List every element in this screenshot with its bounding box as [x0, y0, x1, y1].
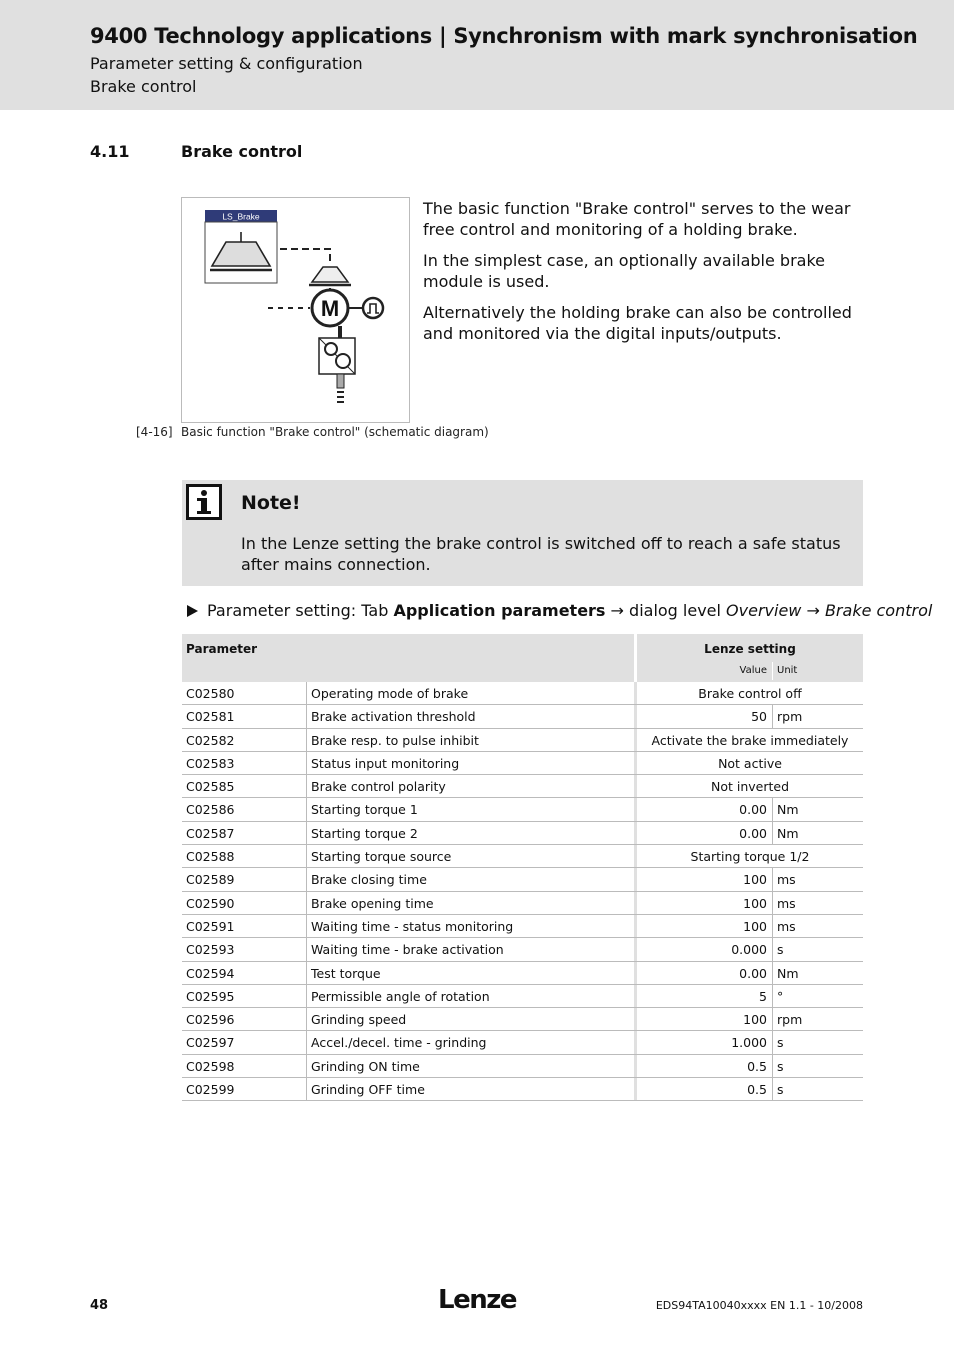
param-name: Operating mode of brake [311, 686, 469, 701]
param-code: C02591 [186, 918, 235, 934]
table-row [182, 938, 863, 961]
schematic-diagram [181, 197, 410, 423]
brake-symbol-small [312, 267, 348, 282]
param-name: Permissible angle of rotation [311, 988, 490, 1004]
bullet-triangle-icon [187, 605, 198, 617]
param-unit: rpm [777, 1012, 803, 1028]
param-name: Starting torque 2 [311, 825, 418, 841]
table-header [182, 634, 863, 682]
parameter-setting-path [187, 601, 932, 620]
page-number: 48 [90, 1298, 109, 1313]
table-row [182, 1055, 863, 1078]
arrow-icon: → [605, 601, 630, 620]
param-code: C02587 [186, 825, 235, 841]
param-code: C02598 [186, 1058, 235, 1074]
header-parameter: Parameter [186, 642, 258, 656]
table-row [182, 798, 863, 821]
param-name: Waiting time - status monitoring [311, 918, 514, 934]
parameter-table [182, 634, 863, 1101]
param-path-level1: Overview [726, 601, 802, 620]
param-code: C02581 [186, 709, 235, 725]
param-code: C02582 [186, 732, 235, 748]
section-subtitle: Brake control [90, 77, 197, 96]
param-setting: Not inverted [710, 779, 790, 795]
param-value: 0.000 [731, 942, 767, 958]
param-path-middle: dialog level [629, 601, 727, 620]
param-unit: ° [777, 988, 784, 1004]
note-title: Note! [241, 492, 301, 514]
intro-paragraph: In the simplest case, an optionally available brake module is used. [423, 251, 826, 291]
param-name: Grinding speed [311, 1012, 407, 1028]
param-setting: Not active [718, 755, 782, 771]
table-row [182, 705, 863, 728]
param-setting: Brake control off [698, 686, 802, 701]
param-name: Accel./decel. time - grinding [311, 1035, 487, 1051]
param-code: C02583 [186, 755, 235, 771]
table-row [182, 892, 863, 915]
header-value: Value [739, 665, 767, 676]
table-row [182, 962, 863, 985]
param-name: Grinding OFF time [311, 1082, 425, 1098]
param-value: 50 [751, 709, 767, 725]
table-row [182, 1031, 863, 1054]
lenze-logo: Lenze [438, 1285, 516, 1315]
param-name: Brake control polarity [311, 779, 446, 795]
param-code: C02599 [186, 1082, 235, 1098]
document-title: 9400 Technology applications | Synchronism with mark synchronisation [90, 24, 918, 48]
param-value: 1.000 [731, 1035, 767, 1051]
param-code: C02597 [186, 1035, 235, 1051]
param-code: C02586 [186, 802, 235, 818]
param-name: Brake resp. to pulse inhibit [311, 732, 479, 748]
param-unit: ms [777, 872, 796, 888]
param-unit: rpm [777, 709, 803, 725]
chapter-subtitle: Parameter setting & configuration [90, 54, 363, 73]
param-path-tab: Application parameters [393, 601, 606, 620]
param-value: 0.5 [747, 1082, 767, 1098]
param-path-prefix: Parameter setting: Tab [207, 601, 394, 620]
param-value: 100 [743, 895, 767, 911]
param-unit: Nm [777, 802, 799, 818]
table-body [182, 682, 863, 1101]
brake-schematic-svg [182, 198, 411, 424]
param-code: C02596 [186, 1012, 235, 1028]
param-value: 0.5 [747, 1058, 767, 1074]
table-row [182, 845, 863, 868]
param-value: 100 [743, 918, 767, 934]
page-header [0, 0, 954, 110]
table-row [182, 752, 863, 775]
note-text: In the Lenze setting the brake control is switched off to reach a safe status after mains connection. [241, 534, 841, 574]
header-unit: Unit [777, 665, 798, 676]
header-lenze-setting: Lenze setting [704, 642, 796, 656]
param-value: 0.00 [739, 965, 767, 981]
param-name: Test torque [311, 965, 381, 981]
table-row [182, 1008, 863, 1031]
info-icon [186, 484, 222, 520]
param-name: Waiting time - brake activation [311, 942, 504, 958]
param-unit: s [777, 1058, 784, 1074]
param-unit: s [777, 1082, 784, 1098]
param-code: C02585 [186, 779, 235, 795]
table-row [182, 985, 863, 1008]
param-name: Brake closing time [311, 872, 427, 888]
param-code: C02588 [186, 849, 235, 865]
block-label: LS_Brake [222, 211, 260, 222]
table-row [182, 1078, 863, 1101]
param-name: Grinding ON time [311, 1058, 420, 1074]
encoder-symbol [363, 298, 383, 318]
param-value: 0.00 [739, 825, 767, 841]
figure-caption: Basic function "Brake control" (schematic diagram) [181, 425, 489, 439]
param-name: Starting torque source [311, 849, 452, 865]
table-row [182, 729, 863, 752]
param-code: C02594 [186, 965, 235, 981]
param-name: Brake opening time [311, 895, 434, 911]
intro-paragraph: The basic function "Brake control" serves to the wear free control and monitoring of a holding brake. [423, 199, 851, 239]
param-unit: s [777, 942, 784, 958]
table-row [182, 775, 863, 798]
table-row [182, 868, 863, 891]
param-value: 100 [743, 1012, 767, 1028]
section-title: Brake control [181, 142, 303, 161]
table-row [182, 682, 863, 705]
param-unit: ms [777, 895, 796, 911]
table-row [182, 915, 863, 938]
intro-paragraph: Alternatively the holding brake can also be controlled and monitored via the digital inputs/outputs. [423, 303, 852, 343]
intro-text [423, 198, 863, 354]
param-code: C02589 [186, 872, 235, 888]
note-box [182, 480, 863, 586]
document-id: EDS94TA10040xxxx EN 1.1 - 10/2008 [655, 1299, 863, 1312]
arrow-icon: → [801, 601, 825, 620]
param-unit: Nm [777, 825, 799, 841]
param-unit: Nm [777, 965, 799, 981]
param-code: C02590 [186, 895, 235, 911]
param-name: Starting torque 1 [311, 802, 418, 818]
param-path-level2: Brake control [824, 601, 933, 620]
param-setting: Starting torque 1/2 [690, 849, 810, 865]
param-value: 100 [743, 872, 767, 888]
figure-number: [4-16] [136, 425, 173, 439]
param-code: C02593 [186, 942, 235, 958]
param-value: 0.00 [739, 802, 767, 818]
param-name: Status input monitoring [311, 755, 460, 771]
param-setting: Activate the brake immediately [651, 732, 849, 748]
table-row [182, 822, 863, 845]
param-unit: s [777, 1035, 784, 1051]
motor-letter: M [320, 296, 340, 321]
param-value: 5 [759, 988, 767, 1004]
param-code: C02580 [186, 686, 235, 701]
section-number: 4.11 [90, 142, 130, 161]
param-code: C02595 [186, 988, 235, 1004]
param-name: Brake activation threshold [311, 709, 476, 725]
param-unit: ms [777, 918, 796, 934]
